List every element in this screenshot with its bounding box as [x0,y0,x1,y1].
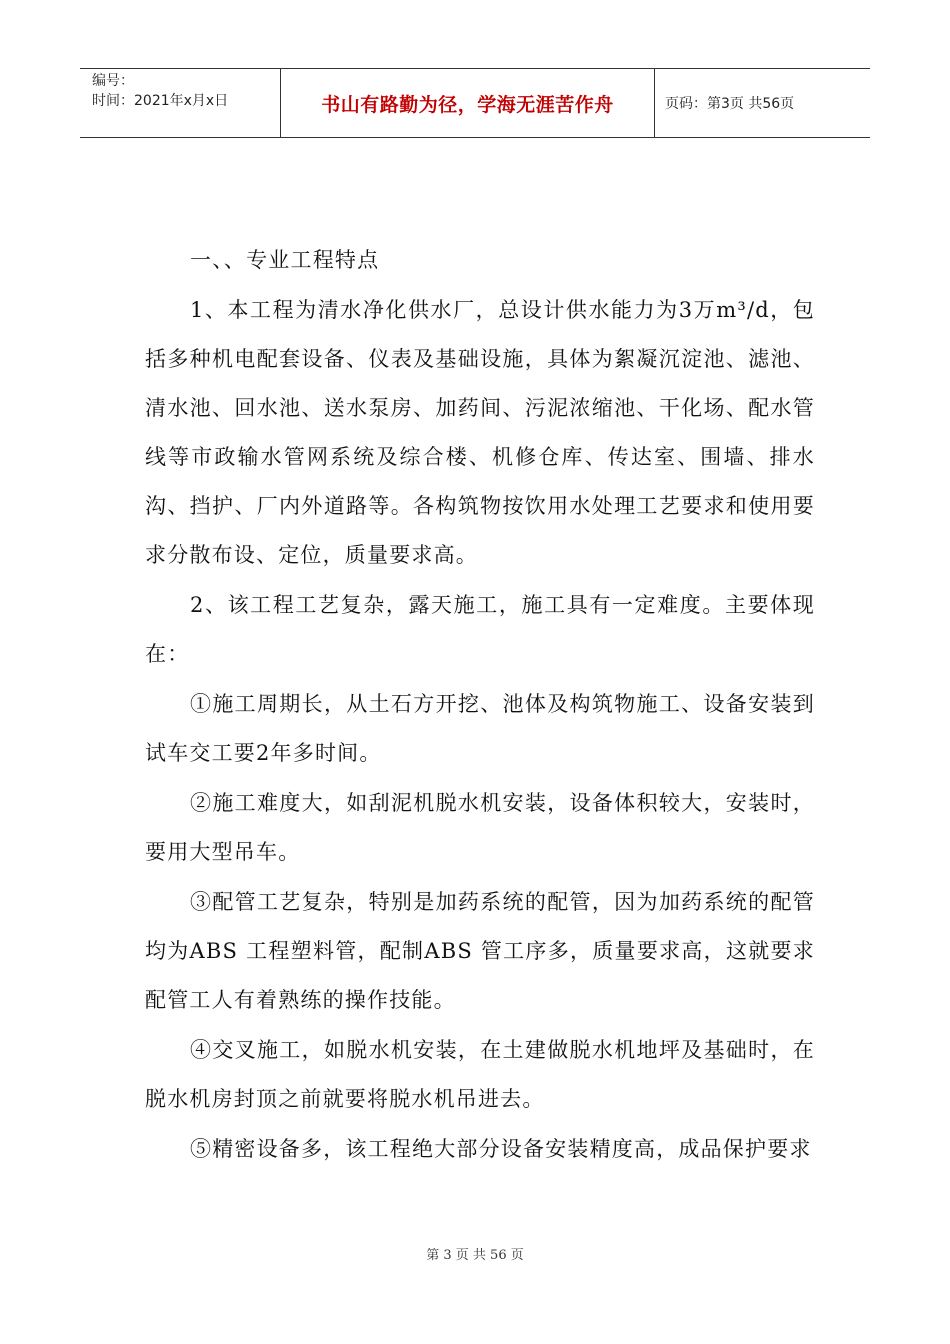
paragraph: ②施工难度大，如刮泥机脱水机安装，设备体积较大，安装时，要用大型吊车。 [145,791,815,864]
paragraph: ③配管工艺复杂，特别是加药系统的配管，因为加药系统的配管均为ABS 工程塑料管，配制ABS 管工序多，质量要求高，这就要求配管工人有着熟练的操作技能。 [145,890,815,1012]
document-body [145,236,815,1174]
header-number: 编号： [92,73,134,89]
paragraph: 1、本工程为清水净化供水厂，总设计供水能力为3万m³/d，包括多种机电配套设备、仪表及基础设施，具体为絮凝沉淀池、滤池、清水池、回水池、送水泵房、加药间、污泥浓缩池、干化场、配水管线等市政输水管网系统及综合楼、机修仓库、传达室、围墙、排水沟、挡护、厂内外道路等。各构筑物按饮用水处理工艺要求和使用要求分散布设、定位，质量要求高。 [145,298,815,567]
paragraph: ④交叉施工，如脱水机安装，在土建做脱水机地坪及基础时，在脱水机房封顶之前就要将脱水机吊进去。 [145,1038,815,1111]
header-date: 时间：2021年x月x日 [92,93,229,109]
paragraph: ①施工周期长，从土石方开挖、池体及构筑物施工、设备安装到试车交工要2年多时间。 [145,692,815,765]
page-footer: 第 3 页 共 56 页 [426,1248,524,1263]
header-page-info: 页码：第3页 共56页 [665,96,795,112]
header-meta [80,69,281,137]
paragraph: 2、该工程工艺复杂，露天施工，施工具有一定难度。主要体现在： [145,593,815,666]
section-heading: 一、、专业工程特点 [190,248,380,272]
paragraph: ⑤精密设备多，该工程绝大部分设备安装精度高，成品保护要求 [190,1137,812,1161]
header-motto: 书山有路勤为径，学海无涯苦作舟 [281,69,655,137]
page-header [80,68,870,138]
